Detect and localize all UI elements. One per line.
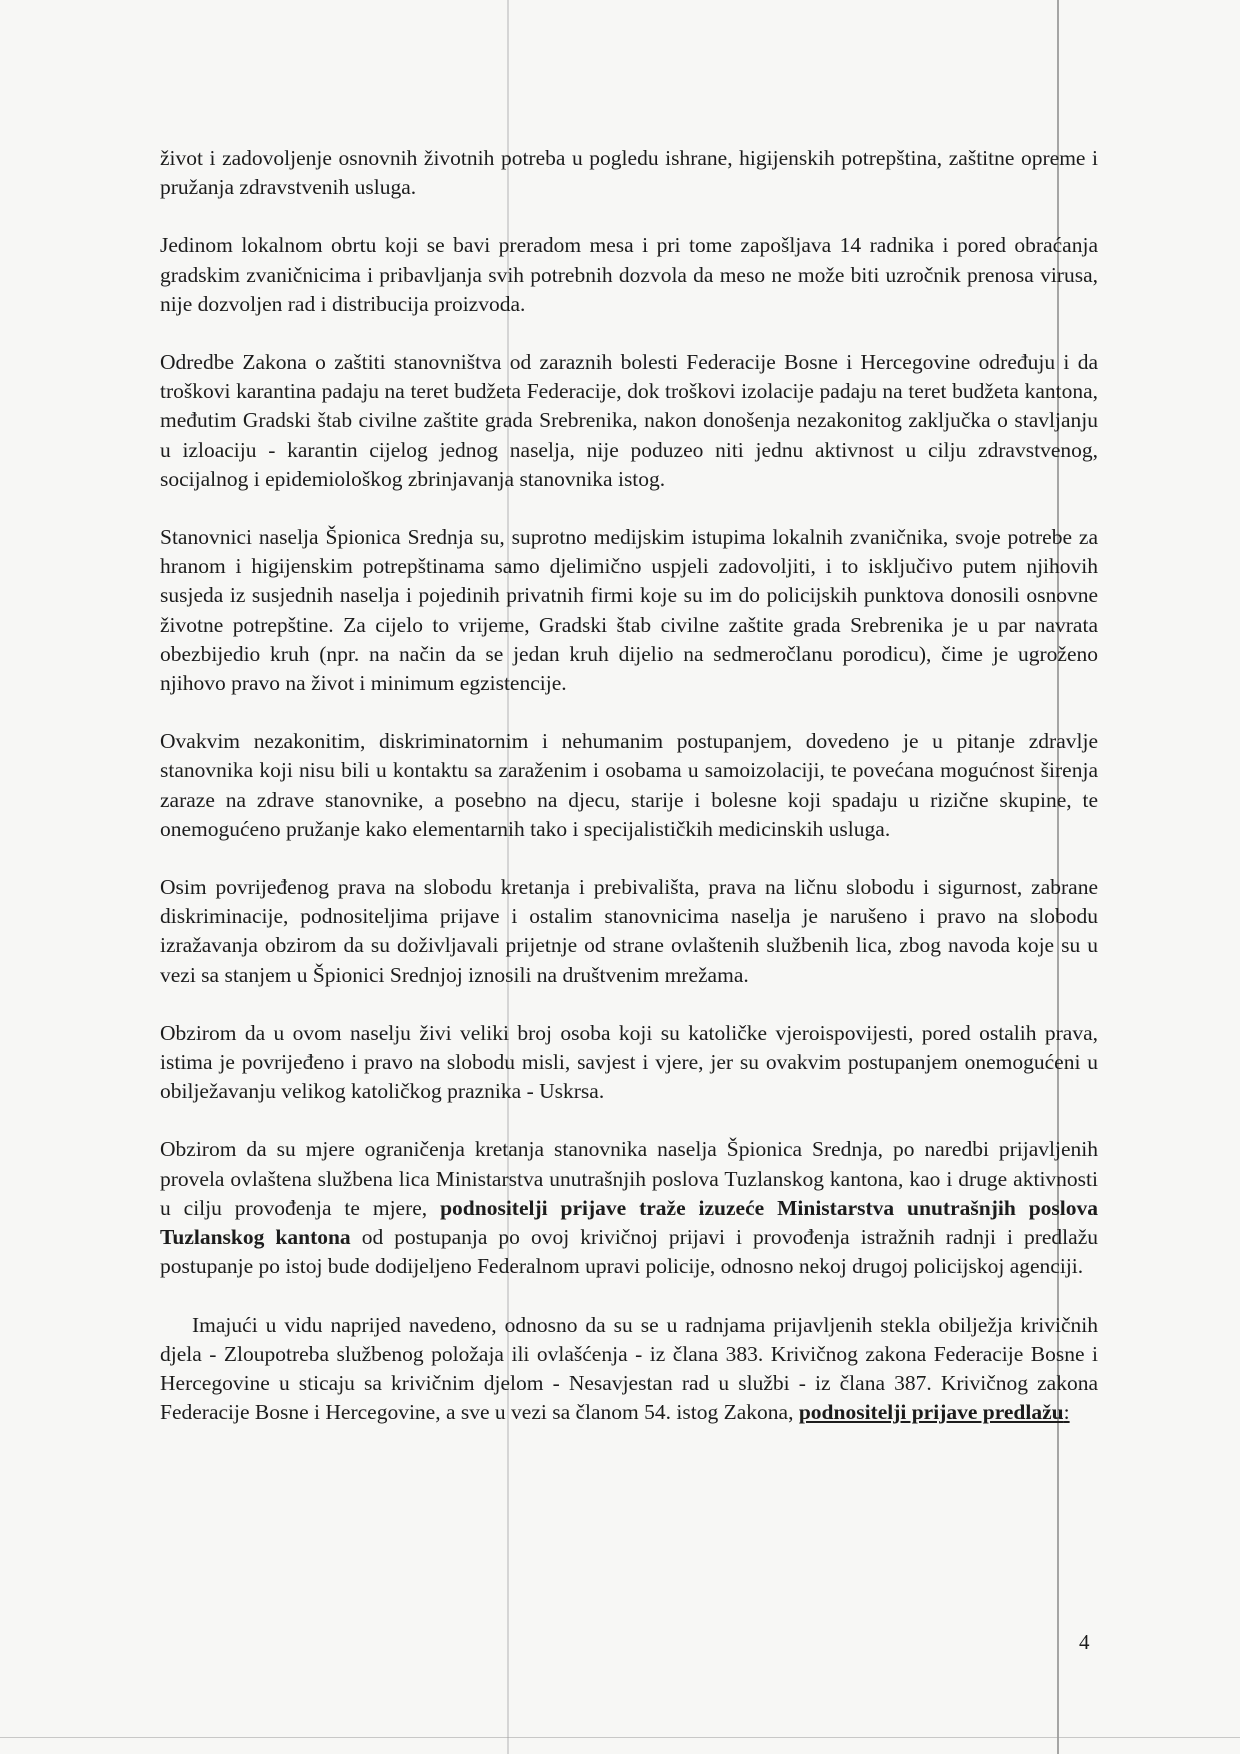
- paragraph: [160, 1135, 1098, 1281]
- page-number: 4: [1079, 1630, 1090, 1654]
- document-body: [160, 144, 1098, 1456]
- paragraph: Obzirom da u ovom naselju živi veliki broj osoba koji su katoličke vjeroispovijesti, pored ostalih prava, istima je povrijeđeno i pravo na slobodu misli, savjest i vjere, jer su ovakvim postupanjem onemogućeni u obilježavanju velikog katoličkog praznika - Uskrsa.: [160, 1020, 1098, 1104]
- paragraph-text: :: [1063, 1400, 1070, 1425]
- paragraph: Ovakvim nezakonitim, diskriminatornim i nehumanim postupanjem, dovedeno je u pitanje zdravlje stanovnika koji nisu bili u kontaktu sa zaraženim i osobama u samoizolaciji, te povećana mogućnost širenja zaraze na zdrave stanovnike, a posebno na djecu, starije i bolesne koji spadaju u rizične skupine, te onemogućeno pružanje kako elementarnih tako i specijalističkih medicinskih usluga.: [160, 729, 1098, 841]
- scan-artifact-line: [0, 1737, 1240, 1738]
- emphasis-text-underlined: podnositelji prijave predlažu: [798, 1400, 1064, 1425]
- paragraph: Stanovnici naselja Špionica Srednja su, suprotno medijskim istupima lokalnih zvaničnika, svoje potrebe za hranom i higijenskim potrepštinama samo djelimično uspjeli zadovoljiti, i to isključivo putem njihovih susjeda iz susjednih naselja i pojedinih privatnih firmi koje su im do policijskih punktova donosili osnovne životne potrepštine. Za cijelo to vrijeme, Gradski štab civilne zaštite grada Srebrenika je u par navrata obezbijedio kruh (npr. na način da se jedan kruh dijelio na sedmeročlanu porodicu), čime je ugroženo njihovo pravo na život i minimum egzistencije.: [160, 525, 1098, 696]
- paragraph-text: od postupanja po ovoj krivičnoj prijavi i provođenja istražnih radnji i predlažu postupanje po istoj bude dodijeljeno Federalnom upravi policije, odnosno nekoj drugoj policijskoj agenciji.: [160, 1225, 1098, 1279]
- paragraph: Odredbe Zakona o zaštiti stanovništva od zaraznih bolesti Federacije Bosne i Hercegovine određuju i da troškovi karantina padaju na teret budžeta Federacije, dok troškovi izolacije padaju na teret budžeta kantona, međutim Gradski štab civilne zaštite grada Srebrenika, nakon donošenja nezakonitog zaključka o stavljanju u izloaciju - karantin cijelog jednog naselja, nije poduzeo niti jednu aktivnost u cilju zdravstvenog, socijalnog i epidemiološkog zbrinjavanja stanovnika istog.: [160, 350, 1098, 491]
- emphasis-text: podnositelji prijave traže izuzeće Ministarstva unutrašnjih poslova Tuzlanskog kantona: [160, 1195, 1098, 1250]
- paragraph: život i zadovoljenje osnovnih životnih potreba u pogledu ishrane, higijenskih potrepština, zaštitne opreme i pružanja zdravstvenih usluga.: [160, 146, 1098, 200]
- paragraph: [160, 1311, 1098, 1428]
- paragraph-text: Imajući u vidu naprijed navedeno, odnosno da su se u radnjama prijavljenih stekla obilježja krivičnih djela - Zloupotreba službenog položaja ili ovlašćenja - iz člana 383. Krivičnog zakona Federacije Bosne i Hercegovine u sticaju sa krivičnim djelom - Nesavjestan rad u službi - iz člana 387. Krivičnog zakona Federacije Bosne i Hercegovine, a sve u vezi sa članom 54. istog Zakona,: [160, 1312, 1098, 1425]
- paragraph: Jedinom lokalnom obrtu koji se bavi preradom mesa i pri tome zapošljava 14 radnika i pored obraćanja gradskim zvaničnicima i pribavljanja svih potrebnih dozvola da meso ne može biti uzročnik prenosa virusa, nije dozvoljen rad i distribucija proizvoda.: [160, 233, 1098, 316]
- paragraph: Osim povrijeđenog prava na slobodu kretanja i prebivališta, prava na ličnu slobodu i sigurnost, zabrane diskriminacije, podnositeljima prijave i ostalim stanovnicima naselja je narušeno i pravo na slobodu izražavanja obzirom da su doživljavali prijetnje od strane ovlaštenih službenih lica, zbog navoda koje su u vezi sa stanjem u Špionici Srednjoj iznosili na društvenim mrežama.: [160, 875, 1098, 987]
- paragraph-text: Obzirom da su mjere ograničenja kretanja stanovnika naselja Špionica Srednja, po naredbi prijavljenih provela ovlaštena službena lica Ministarstva unutrašnjih poslova Tuzlanskog kantona, kao i druge aktivnosti u cilju provođenja te mjere,: [160, 1137, 1098, 1220]
